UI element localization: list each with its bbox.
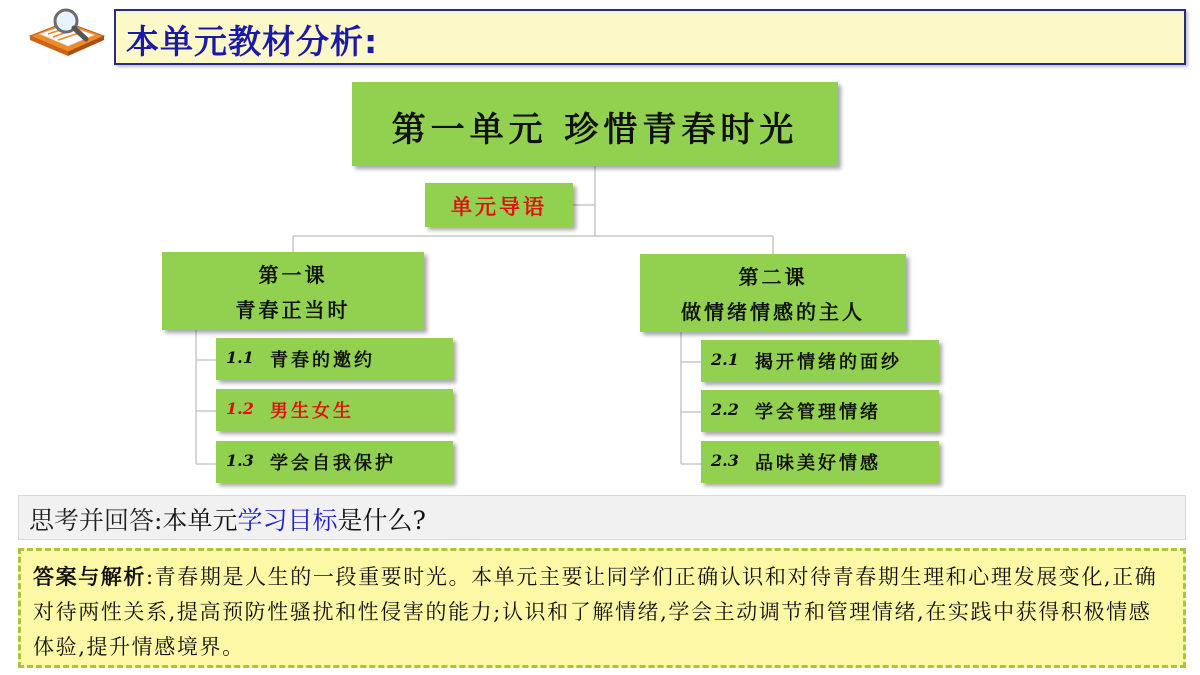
lesson-1-name: 青春正当时 — [235, 298, 351, 322]
section-2-2 — [701, 390, 939, 432]
section-number: 2.1 — [711, 350, 739, 369]
section-1-3 — [216, 441, 453, 483]
section-number: 1.3 — [226, 451, 254, 470]
section-label: 品味美好情感 — [755, 453, 881, 474]
lesson-2-box — [640, 254, 906, 332]
unit-title: 第一单元 珍惜青春时光 — [391, 110, 799, 150]
section-number: 2.2 — [711, 400, 739, 419]
page-title: 本单元教材分析: — [126, 22, 379, 61]
answer-label: 答案与解析 — [33, 564, 146, 589]
unit-title-box — [352, 82, 838, 166]
lesson-2-number: 第二课 — [738, 265, 808, 289]
lesson-1-number: 第一课 — [258, 263, 328, 287]
section-label: 学会管理情绪 — [755, 402, 881, 423]
answer-body: :青春期是人生的一段重要时光。本单元主要让同学们正确认识和对待青春期生理和心理发展变化,正确对待两性关系,提高预防性骚扰和性侵害的能力;认识和了解情绪,学会主动调节和管理情绪,在实践中获得积极情感体验,提升情感境界。 — [33, 565, 1158, 659]
answer-paragraph — [33, 559, 1173, 665]
section-label: 学会自我保护 — [270, 453, 396, 474]
section-number: 1.2 — [226, 399, 254, 418]
section-number: 2.3 — [711, 451, 739, 470]
section-1-1 — [216, 338, 453, 380]
question-text — [29, 501, 426, 537]
section-2-3 — [701, 441, 939, 483]
section-1-2 — [216, 389, 453, 431]
section-label: 揭开情绪的面纱 — [755, 352, 902, 373]
section-label: 青春的邀约 — [270, 350, 375, 371]
lesson-2-name: 做情绪情感的主人 — [681, 300, 865, 324]
section-label: 男生女生 — [270, 401, 354, 422]
question-after: 是什么? — [337, 506, 426, 535]
question-highlight: 学习目标 — [237, 506, 338, 535]
question-prefix: 思考并回答: — [29, 506, 163, 535]
question-before: 本单元 — [162, 506, 238, 535]
section-number: 1.1 — [226, 348, 254, 367]
lesson-1-box — [162, 252, 424, 330]
answer-box — [18, 548, 1186, 668]
question-bar — [18, 495, 1186, 540]
unit-guide-label: 单元导语 — [451, 194, 547, 219]
unit-guide-box — [425, 183, 573, 227]
section-2-1 — [701, 340, 939, 382]
